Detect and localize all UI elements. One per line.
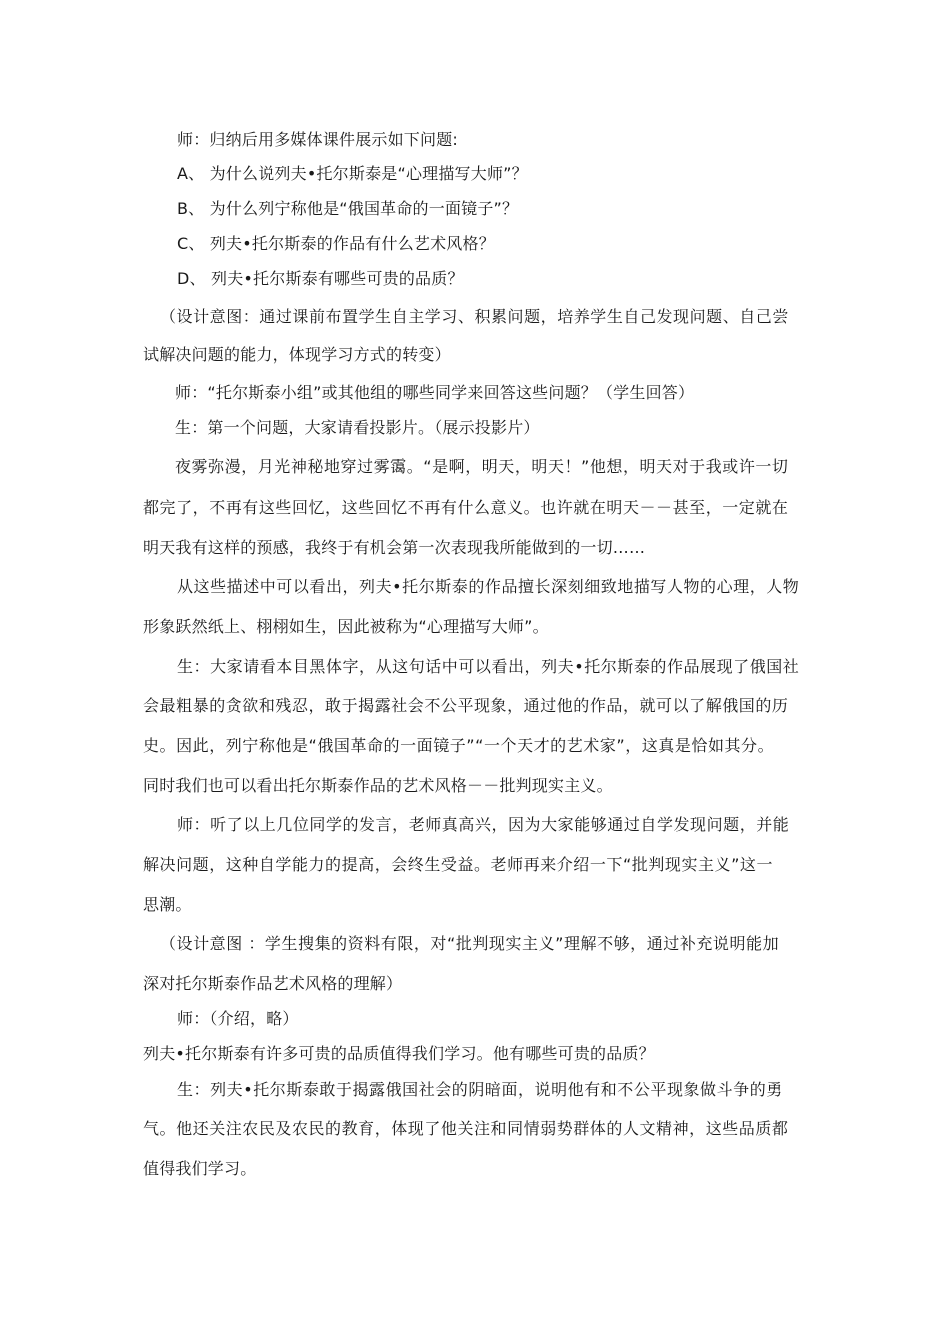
design-intent-1-line-1: （设计意图：通过课前布置学生自主学习、积累问题，培养学生自己发现问题、自己尝: [160, 307, 789, 326]
excerpt-line-3: 明天我有这样的预感，我终于有机会第一次表现我所能做到的一切……: [143, 538, 646, 557]
design-intent-2-line-2: 深对托尔斯泰作品艺术风格的理解）: [143, 974, 403, 993]
student-answer-3-line-1: 生：列夫•托尔斯泰敢于揭露俄国社会的阴暗面，说明他有和不公平现象做斗争的勇: [177, 1080, 783, 1099]
qualities-question-line: 列夫•托尔斯泰有许多可贵的品质值得我们学习。他有哪些可贵的品质？: [143, 1044, 655, 1063]
student-answer-2-line-2: 会最粗暴的贪欲和残忍，敢于揭露社会不公平现象，通过他的作品，就可以了解俄国的历: [143, 696, 789, 715]
excerpt-line-2: 都完了，不再有这些回忆，这些回忆不再有什么意义。也许就在明天－－甚至，一定就在: [143, 498, 789, 517]
student-answer-2-line-1: 生：大家请看本目黑体字，从这句话中可以看出，列夫•托尔斯泰的作品展现了俄国社: [177, 657, 800, 676]
student-answer-3-line-2: 气。他还关注农民及农民的教育，体现了他关注和同情弱势群体的人文精神，这些品质都: [143, 1119, 789, 1138]
teacher-prompt-line: 师：“托尔斯泰小组”或其他组的哪些同学来回答这些问题？（学生回答）: [175, 383, 695, 402]
analysis-line-1: 从这些描述中可以看出，列夫•托尔斯泰的作品擅长深刻细致地描写人物的心理，人物: [177, 577, 800, 596]
student-answer-2-line-4: 同时我们也可以看出托尔斯泰作品的艺术风格－－批判现实主义。: [143, 776, 613, 795]
excerpt-line-1: 夜雾弥漫，月光神秘地穿过雾霭。“是啊，明天，明天！”他想，明天对于我或许一切: [175, 457, 789, 476]
teacher-summary-line: 师：归纳后用多媒体课件展示如下问题:: [177, 130, 458, 149]
question-c: C、 列夫•托尔斯泰的作品有什么艺术风格？: [177, 234, 495, 253]
teacher-feedback-line-2: 解决问题，这种自学能力的提高，会终生受益。老师再来介绍一下“批判现实主义”这一: [143, 855, 774, 874]
design-intent-1-line-2: 试解决问题的能力，体现学习方式的转变）: [143, 345, 451, 364]
teacher-feedback-line-1: 师：听了以上几位同学的发言，老师真高兴，因为大家能够通过自学发现问题，并能: [177, 815, 790, 834]
student-answer-2-line-3: 史。因此，列宁称他是“俄国革命的一面镜子”“一个天才的艺术家”，这真是恰如其分。: [143, 736, 775, 755]
teacher-feedback-line-3: 思潮。: [143, 895, 192, 914]
student-answer-1-line: 生：第一个问题，大家请看投影片。（展示投影片）: [175, 418, 540, 437]
student-answer-3-line-3: 值得我们学习。: [143, 1159, 257, 1178]
analysis-line-2: 形象跃然纸上、栩栩如生，因此被称为“心理描写大师”。: [143, 617, 549, 636]
teacher-intro-line: 师：（介绍，略）: [177, 1009, 299, 1028]
question-a: A、 为什么说列夫•托尔斯泰是“心理描写大师”？: [177, 164, 528, 183]
question-b: B、 为什么列宁称他是“俄国革命的一面镜子”？: [177, 199, 519, 218]
question-d: D、 列夫•托尔斯泰有哪些可贵的品质？: [177, 269, 464, 288]
design-intent-2-line-1: （设计意图 ：学生搜集的资料有限，对“批判现实主义”理解不够，通过补充说明能加: [160, 934, 780, 953]
